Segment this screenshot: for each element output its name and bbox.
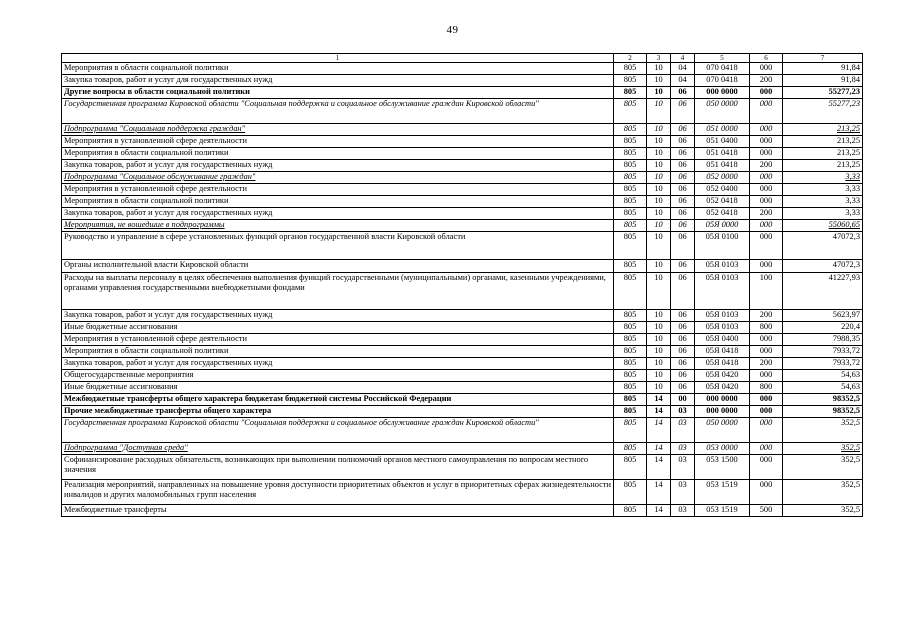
amount: 213,25 <box>783 160 863 172</box>
table-row <box>62 220 863 232</box>
column-number: 2 <box>614 54 647 63</box>
ministry-code: 805 <box>614 382 647 394</box>
expense-type-code: 500 <box>750 505 783 517</box>
ministry-code: 805 <box>614 136 647 148</box>
item-name: Мероприятия в области социальной политики <box>62 196 614 208</box>
table-row <box>62 136 863 148</box>
item-name: Другие вопросы в области социальной политики <box>62 87 614 99</box>
expense-type-code: 000 <box>750 124 783 136</box>
table-row <box>62 273 863 310</box>
table-row <box>62 75 863 87</box>
item-name: Мероприятия в установленной сфере деятельности <box>62 136 614 148</box>
section-code: 10 <box>647 346 671 358</box>
amount: 213,25 <box>783 124 863 136</box>
target-article-code: 05Я 0400 <box>695 334 750 346</box>
table-row <box>62 148 863 160</box>
target-article-code: 052 0418 <box>695 196 750 208</box>
expense-type-code: 200 <box>750 208 783 220</box>
target-article-code: 053 1519 <box>695 505 750 517</box>
ministry-code: 805 <box>614 505 647 517</box>
item-name: Мероприятия в области социальной политики <box>62 148 614 160</box>
item-name: Органы исполнительной власти Кировской области <box>62 260 614 273</box>
item-name: Государственная программа Кировской области "Социальная поддержка и социальное обслуживание граждан Кировской области" <box>62 418 614 443</box>
ministry-code: 805 <box>614 99 647 124</box>
expense-type-code: 000 <box>750 220 783 232</box>
target-article-code: 05Я 0420 <box>695 370 750 382</box>
amount: 98352,5 <box>783 406 863 418</box>
table-row <box>62 196 863 208</box>
target-article-code: 051 0400 <box>695 136 750 148</box>
ministry-code: 805 <box>614 418 647 443</box>
subsection-code: 06 <box>671 346 695 358</box>
section-code: 10 <box>647 382 671 394</box>
item-name: Закупка товаров, работ и услуг для государственных нужд <box>62 75 614 87</box>
target-article-code: 05Я 0000 <box>695 220 750 232</box>
item-name: Государственная программа Кировской области "Социальная поддержка и социальное обслуживание граждан Кировской области" <box>62 99 614 124</box>
ministry-code: 805 <box>614 310 647 322</box>
expense-type-code: 000 <box>750 418 783 443</box>
ministry-code: 805 <box>614 260 647 273</box>
subsection-code: 06 <box>671 273 695 310</box>
table-row <box>62 443 863 455</box>
section-code: 10 <box>647 99 671 124</box>
ministry-code: 805 <box>614 160 647 172</box>
expense-type-code: 000 <box>750 196 783 208</box>
ministry-code: 805 <box>614 455 647 480</box>
target-article-code: 070 0418 <box>695 75 750 87</box>
amount: 3,33 <box>783 172 863 184</box>
ministry-code: 805 <box>614 196 647 208</box>
item-name: Подпрограмма "Социальная поддержка граждан" <box>62 124 614 136</box>
expense-type-code: 200 <box>750 75 783 87</box>
subsection-code: 06 <box>671 196 695 208</box>
section-code: 14 <box>647 480 671 505</box>
expense-type-code: 000 <box>750 443 783 455</box>
subsection-code: 06 <box>671 124 695 136</box>
target-article-code: 05Я 0420 <box>695 382 750 394</box>
target-article-code: 052 0400 <box>695 184 750 196</box>
expense-type-code: 000 <box>750 480 783 505</box>
amount: 213,25 <box>783 148 863 160</box>
ministry-code: 805 <box>614 443 647 455</box>
section-code: 10 <box>647 322 671 334</box>
item-name: Мероприятия, не вошедшие в подпрограммы <box>62 220 614 232</box>
ministry-code: 805 <box>614 220 647 232</box>
section-code: 10 <box>647 184 671 196</box>
target-article-code: 050 0000 <box>695 418 750 443</box>
item-name: Закупка товаров, работ и услуг для государственных нужд <box>62 310 614 322</box>
expense-type-code: 200 <box>750 310 783 322</box>
subsection-code: 06 <box>671 382 695 394</box>
subsection-code: 06 <box>671 99 695 124</box>
ministry-code: 805 <box>614 184 647 196</box>
section-code: 10 <box>647 260 671 273</box>
section-code: 10 <box>647 208 671 220</box>
amount: 54,63 <box>783 370 863 382</box>
amount: 54,63 <box>783 382 863 394</box>
expense-type-code: 000 <box>750 334 783 346</box>
table-row <box>62 99 863 124</box>
subsection-code: 06 <box>671 310 695 322</box>
ministry-code: 805 <box>614 273 647 310</box>
item-name: Реализация мероприятий, направленных на повышение уровня доступности приоритетных объектов и услуг в приоритетных сферах жизнедеятельности инвалидов и других маломобильных групп населения <box>62 480 614 505</box>
column-number: 6 <box>750 54 783 63</box>
ministry-code: 805 <box>614 322 647 334</box>
item-name: Мероприятия в области социальной политики <box>62 63 614 75</box>
table-row <box>62 160 863 172</box>
target-article-code: 05Я 0418 <box>695 358 750 370</box>
page-number: 49 <box>446 24 459 36</box>
section-code: 10 <box>647 75 671 87</box>
amount: 352,5 <box>783 455 863 480</box>
table-row <box>62 346 863 358</box>
section-code: 10 <box>647 196 671 208</box>
target-article-code: 05Я 0100 <box>695 232 750 260</box>
expense-type-code: 200 <box>750 358 783 370</box>
subsection-code: 06 <box>671 322 695 334</box>
section-code: 10 <box>647 334 671 346</box>
amount: 98352,5 <box>783 394 863 406</box>
amount: 91,84 <box>783 75 863 87</box>
section-code: 14 <box>647 418 671 443</box>
target-article-code: 05Я 0103 <box>695 310 750 322</box>
section-code: 10 <box>647 136 671 148</box>
subsection-code: 06 <box>671 87 695 99</box>
item-name: Закупка товаров, работ и услуг для государственных нужд <box>62 160 614 172</box>
column-number-row <box>62 54 863 63</box>
amount: 55277,23 <box>783 99 863 124</box>
target-article-code: 053 1519 <box>695 480 750 505</box>
table-row <box>62 334 863 346</box>
item-name: Общегосударственные мероприятия <box>62 370 614 382</box>
ministry-code: 805 <box>614 208 647 220</box>
subsection-code: 06 <box>671 148 695 160</box>
target-article-code: 053 1500 <box>695 455 750 480</box>
table-row <box>62 382 863 394</box>
expense-type-code: 000 <box>750 406 783 418</box>
item-name: Подпрограмма "Социальное обслуживание граждан" <box>62 172 614 184</box>
target-article-code: 05Я 0418 <box>695 346 750 358</box>
ministry-code: 805 <box>614 172 647 184</box>
item-name: Иные бюджетные ассигнования <box>62 382 614 394</box>
table-row <box>62 370 863 382</box>
amount: 47072,3 <box>783 260 863 273</box>
item-name: Межбюджетные трансферты общего характера бюджетам бюджетной системы Российской Федерации <box>62 394 614 406</box>
section-code: 10 <box>647 148 671 160</box>
subsection-code: 06 <box>671 184 695 196</box>
expense-type-code: 000 <box>750 136 783 148</box>
section-code: 10 <box>647 87 671 99</box>
amount: 220,4 <box>783 322 863 334</box>
table-row <box>62 358 863 370</box>
target-article-code: 000 0000 <box>695 87 750 99</box>
item-name: Мероприятия в области социальной политики <box>62 346 614 358</box>
item-name: Мероприятия в установленной сфере деятельности <box>62 334 614 346</box>
table-row <box>62 418 863 443</box>
subsection-code: 03 <box>671 418 695 443</box>
section-code: 10 <box>647 220 671 232</box>
subsection-code: 03 <box>671 455 695 480</box>
expense-type-code: 000 <box>750 99 783 124</box>
amount: 47072,3 <box>783 232 863 260</box>
target-article-code: 050 0000 <box>695 99 750 124</box>
table-row <box>62 63 863 75</box>
subsection-code: 04 <box>671 75 695 87</box>
ministry-code: 805 <box>614 358 647 370</box>
subsection-code: 03 <box>671 480 695 505</box>
expense-type-code: 000 <box>750 455 783 480</box>
item-name: Закупка товаров, работ и услуг для государственных нужд <box>62 208 614 220</box>
amount: 352,5 <box>783 505 863 517</box>
table-row <box>62 455 863 480</box>
amount: 7933,72 <box>783 346 863 358</box>
section-code: 10 <box>647 124 671 136</box>
section-code: 14 <box>647 443 671 455</box>
column-number: 1 <box>62 54 614 63</box>
target-article-code: 052 0418 <box>695 208 750 220</box>
table-row <box>62 124 863 136</box>
section-code: 10 <box>647 160 671 172</box>
expense-type-code: 000 <box>750 370 783 382</box>
table-row <box>62 505 863 517</box>
amount: 352,5 <box>783 418 863 443</box>
ministry-code: 805 <box>614 394 647 406</box>
subsection-code: 06 <box>671 334 695 346</box>
target-article-code: 051 0418 <box>695 160 750 172</box>
table-row <box>62 480 863 505</box>
subsection-code: 06 <box>671 220 695 232</box>
target-article-code: 053 0000 <box>695 443 750 455</box>
subsection-code: 06 <box>671 358 695 370</box>
section-code: 10 <box>647 370 671 382</box>
expense-type-code: 000 <box>750 87 783 99</box>
ministry-code: 805 <box>614 75 647 87</box>
amount: 5623,97 <box>783 310 863 322</box>
subsection-code: 03 <box>671 443 695 455</box>
table-row <box>62 232 863 260</box>
subsection-code: 06 <box>671 260 695 273</box>
expense-type-code: 000 <box>750 184 783 196</box>
amount: 3,33 <box>783 208 863 220</box>
item-name: Руководство и управление в сфере установленных функций органов государственной власти Кировской области <box>62 232 614 260</box>
target-article-code: 000 0000 <box>695 406 750 418</box>
section-code: 14 <box>647 505 671 517</box>
table-row <box>62 310 863 322</box>
ministry-code: 805 <box>614 346 647 358</box>
target-article-code: 051 0000 <box>695 124 750 136</box>
expense-type-code: 800 <box>750 322 783 334</box>
budget-table <box>61 53 863 517</box>
item-name: Подпрограмма "Доступная среда" <box>62 443 614 455</box>
section-code: 10 <box>647 358 671 370</box>
amount: 352,5 <box>783 443 863 455</box>
amount: 7988,35 <box>783 334 863 346</box>
amount: 352,5 <box>783 480 863 505</box>
target-article-code: 070 0418 <box>695 63 750 75</box>
section-code: 14 <box>647 455 671 480</box>
target-article-code: 05Я 0103 <box>695 260 750 273</box>
amount: 55060,65 <box>783 220 863 232</box>
expense-type-code: 000 <box>750 63 783 75</box>
subsection-code: 00 <box>671 394 695 406</box>
expense-type-code: 000 <box>750 148 783 160</box>
ministry-code: 805 <box>614 87 647 99</box>
ministry-code: 805 <box>614 63 647 75</box>
column-number: 4 <box>671 54 695 63</box>
target-article-code: 05Я 0103 <box>695 322 750 334</box>
target-article-code: 051 0418 <box>695 148 750 160</box>
subsection-code: 04 <box>671 63 695 75</box>
table-row <box>62 322 863 334</box>
subsection-code: 06 <box>671 370 695 382</box>
expense-type-code: 000 <box>750 260 783 273</box>
table-row <box>62 394 863 406</box>
column-number: 5 <box>695 54 750 63</box>
subsection-code: 06 <box>671 160 695 172</box>
item-name: Иные бюджетные ассигнования <box>62 322 614 334</box>
table-row <box>62 208 863 220</box>
expense-type-code: 200 <box>750 160 783 172</box>
target-article-code: 052 0000 <box>695 172 750 184</box>
item-name: Закупка товаров, работ и услуг для государственных нужд <box>62 358 614 370</box>
section-code: 10 <box>647 172 671 184</box>
column-number: 3 <box>647 54 671 63</box>
expense-type-code: 100 <box>750 273 783 310</box>
table-body <box>62 63 863 517</box>
subsection-code: 03 <box>671 505 695 517</box>
table-row <box>62 172 863 184</box>
amount: 7933,72 <box>783 358 863 370</box>
expense-type-code: 800 <box>750 382 783 394</box>
target-article-code: 05Я 0103 <box>695 273 750 310</box>
ministry-code: 805 <box>614 124 647 136</box>
section-code: 10 <box>647 63 671 75</box>
section-code: 10 <box>647 310 671 322</box>
table-row <box>62 87 863 99</box>
expense-type-code: 000 <box>750 394 783 406</box>
table-row <box>62 260 863 273</box>
amount: 91,84 <box>783 63 863 75</box>
amount: 213,25 <box>783 136 863 148</box>
amount: 41227,93 <box>783 273 863 310</box>
subsection-code: 06 <box>671 232 695 260</box>
subsection-code: 03 <box>671 406 695 418</box>
subsection-code: 06 <box>671 172 695 184</box>
amount: 55277,23 <box>783 87 863 99</box>
target-article-code: 000 0000 <box>695 394 750 406</box>
item-name: Софинансирование расходных обязательств, возникающих при выполнении полномочий органов местного самоуправления по вопросам местного значения <box>62 455 614 480</box>
subsection-code: 06 <box>671 136 695 148</box>
item-name: Расходы на выплаты персоналу в целях обеспечения выполнения функций государственными (муниципальными) органами, казенными учреждениями, органами управления государственными внебюджетными фондами <box>62 273 614 310</box>
amount: 3,33 <box>783 184 863 196</box>
column-number: 7 <box>783 54 863 63</box>
ministry-code: 805 <box>614 406 647 418</box>
item-name: Межбюджетные трансферты <box>62 505 614 517</box>
subsection-code: 06 <box>671 208 695 220</box>
expense-type-code: 000 <box>750 232 783 260</box>
ministry-code: 805 <box>614 370 647 382</box>
section-code: 14 <box>647 394 671 406</box>
section-code: 10 <box>647 273 671 310</box>
item-name: Прочие межбюджетные трансферты общего характера <box>62 406 614 418</box>
section-code: 14 <box>647 406 671 418</box>
section-code: 10 <box>647 232 671 260</box>
ministry-code: 805 <box>614 232 647 260</box>
item-name: Мероприятия в установленной сфере деятельности <box>62 184 614 196</box>
expense-type-code: 000 <box>750 346 783 358</box>
ministry-code: 805 <box>614 148 647 160</box>
ministry-code: 805 <box>614 334 647 346</box>
ministry-code: 805 <box>614 480 647 505</box>
amount: 3,33 <box>783 196 863 208</box>
table-row <box>62 406 863 418</box>
table-row <box>62 184 863 196</box>
expense-type-code: 000 <box>750 172 783 184</box>
